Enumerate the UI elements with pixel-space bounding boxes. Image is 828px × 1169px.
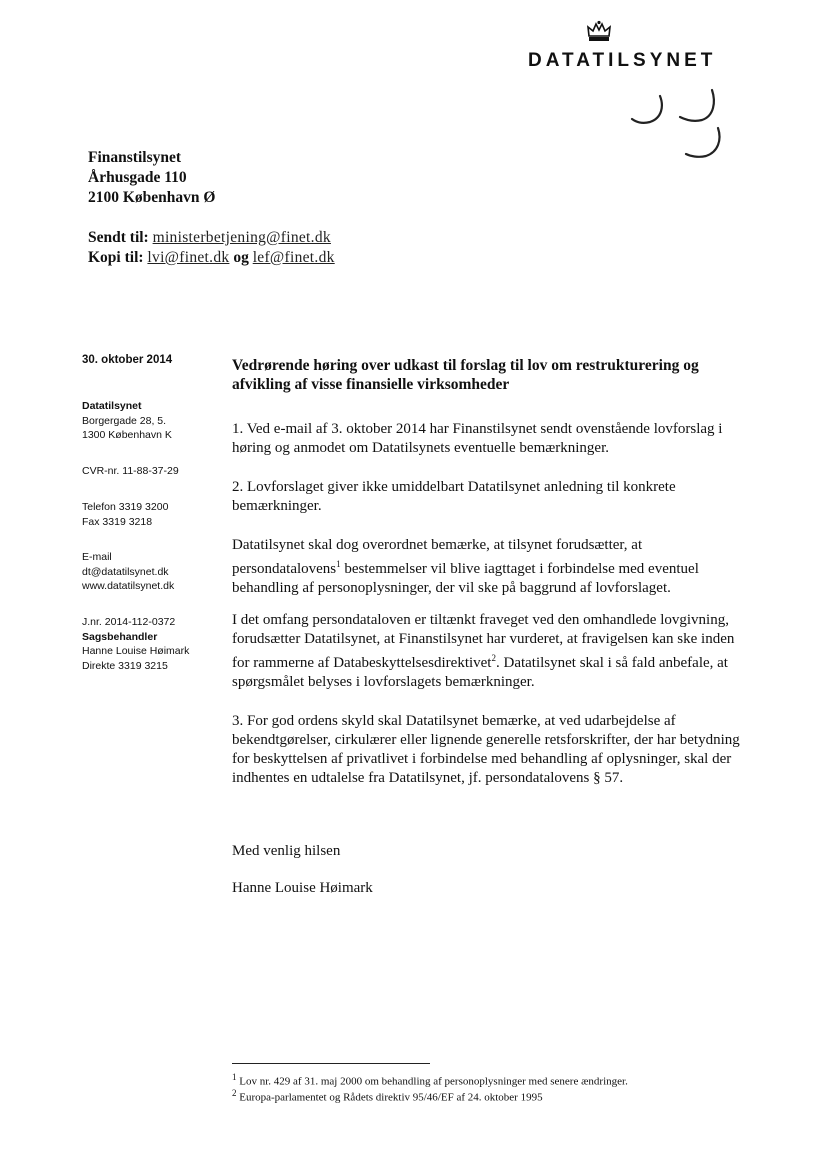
crown-icon [586, 20, 612, 44]
footnote-ref-1: 1 [336, 559, 341, 569]
sender-address-line2: 1300 København K [82, 429, 172, 441]
distribution-block [88, 228, 335, 268]
cc-email-1[interactable]: lvi@finet.dk [147, 249, 230, 266]
recipient-name: Finanstilsynet [88, 149, 182, 166]
sender-email-label: E-mail [82, 551, 112, 563]
footnote-2-text: Europa-parlamentet og Rådets direktiv 95/46/EF af 24. oktober 1995 [239, 1091, 543, 1104]
datatilsynet-logo [528, 20, 758, 80]
paragraph-3 [232, 536, 752, 598]
paragraph-4-text-b: . Datatilsynet skal i så fald anbefale, at spørgsmålet belyses i lovforslagets bemærkninger. [232, 655, 728, 690]
paragraph-2: 2. Lovforslaget giver ikke umiddelbart Datatilsynet anledning til konkrete bemærkninger. [232, 479, 676, 514]
sent-to-label: Sendt til: [88, 229, 149, 246]
recipient-city: 2100 København Ø [88, 189, 216, 206]
footnote-1-number: 1 [232, 1072, 237, 1082]
footnote-divider [232, 1063, 430, 1064]
sent-to-email[interactable]: ministerbetjening@finet.dk [152, 229, 331, 246]
caseworker-direct: Direkte 3319 3215 [82, 659, 168, 672]
signature-name: Hanne Louise Høimark [232, 880, 373, 896]
paragraph-5: 3. For god ordens skyld skal Datatilsynet bemærke, at ved udarbejdelse af bekendtgørelser, cirkulærer eller lignende generelle retsforskrifter, der har betydning for beskyttelsen af privatlivet i forbindelse med behandling af oplysninger, skal der indhentes en udtalelse fra Datatilsynet, jf. persondatalovens § 57. [232, 713, 740, 786]
sender-phone: Telefon 3319 3200 [82, 501, 169, 513]
caseworker-label: Sagsbehandler [82, 630, 158, 643]
closing-greeting: Med venlig hilsen [232, 843, 341, 859]
sender-address-line1: Borgergade 28, 5. [82, 414, 167, 427]
cc-join: og [233, 249, 249, 266]
sender-cvr: CVR-nr. 11-88-37-29 [82, 465, 179, 477]
cc-label: Kopi til: [88, 249, 144, 266]
letter-subject: Vedrørende høring over udkast til forslag til lov om restrukturering og afvikling af visse finansielle virksomheder [232, 357, 699, 393]
handwritten-initials [620, 88, 730, 163]
footnote-1-text: Lov nr. 429 af 31. maj 2000 om behandling af personoplysninger med senere ændringer. [239, 1075, 628, 1088]
case-number: J.nr. 2014-112-0372 [82, 616, 176, 628]
logo-wordmark: DATATILSYNET [528, 50, 717, 71]
caseworker-name: Hanne Louise Høimark [82, 645, 190, 657]
cc-email-2[interactable]: lef@finet.dk [252, 249, 335, 266]
paragraph-3-text-a: Datatilsynet skal dog overordnet bemærke, at tilsynet forudsætter, at persondatalovens [232, 537, 643, 577]
footnote-2-number: 2 [232, 1088, 237, 1098]
paragraph-4 [232, 611, 752, 692]
sender-fax: Fax 3319 3218 [82, 515, 153, 528]
paragraph-3-text-b: bestemmelser vil blive iagttaget i forbindelse med eventuel behandling af personoplysninger, der vil ske på baggrund af lovforslaget. [232, 561, 699, 596]
recipient-address [88, 148, 215, 208]
recipient-street: Århusgade 110 [88, 169, 187, 186]
case-block [82, 615, 189, 673]
letter-date: 30. oktober 2014 [82, 354, 173, 366]
paragraph-1: 1. Ved e-mail af 3. oktober 2014 har Finanstilsynet sendt ovenstående lovforslag i høring og anmodet om Datatilsynets eventuelle bemærkninger. [232, 421, 723, 456]
sender-web[interactable]: www.datatilsynet.dk [82, 580, 175, 592]
sender-email[interactable]: dt@datatilsynet.dk [82, 565, 169, 578]
footnote-ref-2: 2 [491, 653, 496, 663]
sender-address [82, 399, 172, 443]
sender-phone-block [82, 500, 168, 529]
sender-org: Datatilsynet [82, 400, 142, 412]
footnote-2 [232, 1086, 543, 1105]
sender-contact-block [82, 550, 174, 594]
paragraph-4-text-a: I det omfang persondataloven er tiltænkt fraveget ved den omhandlede lovgivning, forudsætter Datatilsynet, at Finanstilsynet har vurderet, at fravigelsen kan ske inden for rammerne af Databeskyttelsesdirektivet [232, 612, 735, 671]
